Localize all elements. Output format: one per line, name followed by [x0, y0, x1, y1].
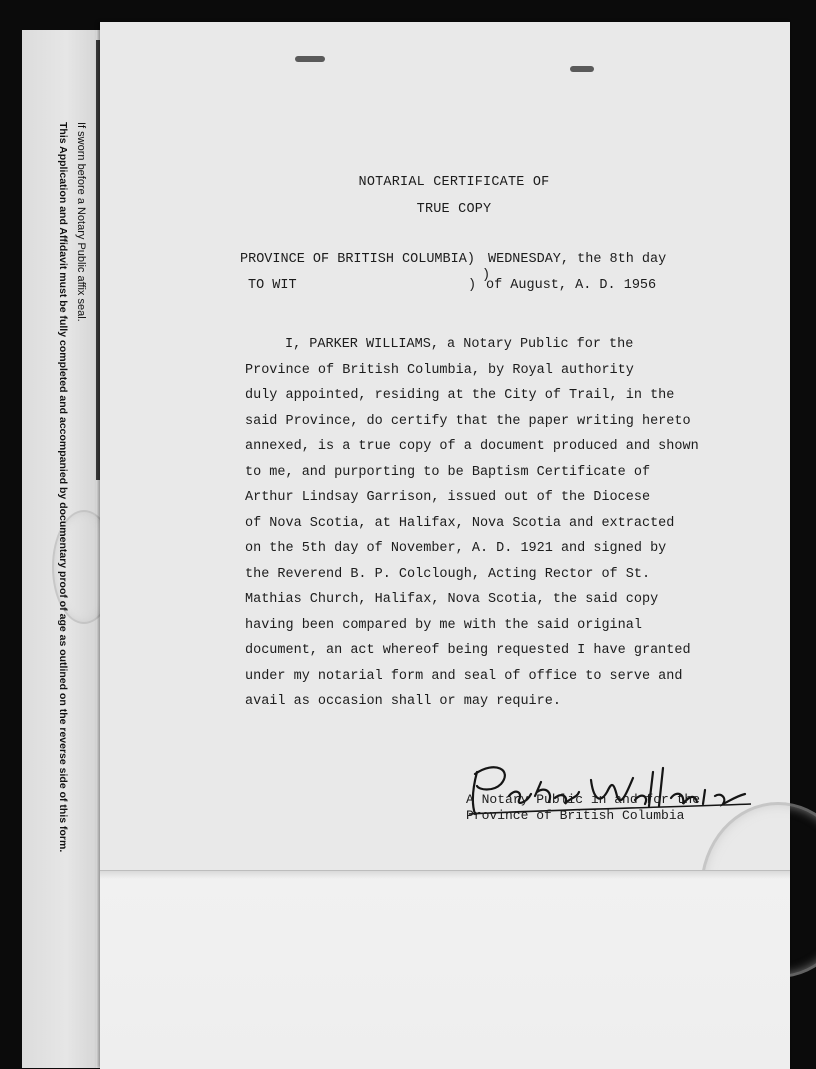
staple-mark: [295, 56, 325, 62]
body-line: document, an act whereof being requested I have granted: [245, 643, 691, 658]
date-line-2: of August, A. D. 1956: [486, 278, 657, 293]
application-instruction: This Application and Affidavit must be fully completed and accompanied by documentary proof of age as outlined on the reverse side of this form.: [57, 122, 69, 853]
bracket-low: ): [468, 278, 477, 293]
bracket-mid: ): [482, 268, 491, 283]
body-line: said Province, do certify that the paper writing hereto: [245, 413, 691, 429]
to-wit-label: TO WIT: [248, 278, 297, 293]
body-line: having been compared by me with the said original: [245, 617, 642, 633]
body-line: avail as occasion shall or may require.: [245, 694, 561, 709]
body-line: the Reverend B. P. Colclough, Acting Rector of St.: [245, 566, 651, 582]
province-label: PROVINCE OF BRITISH COLUMBIA): [240, 252, 475, 267]
signature-caption-1: A Notary Public in and for the: [466, 792, 701, 807]
certificate-subtitle: TRUE COPY: [416, 202, 492, 217]
body-line: duly appointed, residing at the City of Trail, in the: [245, 388, 675, 403]
body-line: annexed, is a true copy of a document produced and shown: [245, 439, 699, 454]
body-line: under my notarial form and seal of office to serve and: [245, 668, 683, 684]
body-line: on the 5th day of November, A. D. 1921 and signed by: [245, 541, 667, 556]
date-line-1: WEDNESDAY, the 8th day: [488, 252, 667, 267]
body-line: Mathias Church, Halifax, Nova Scotia, the said copy: [245, 592, 659, 607]
seal-instruction: If sworn before a Notary Public affix seal.: [75, 122, 87, 322]
body-line: Arthur Lindsay Garrison, issued out of the Diocese: [245, 490, 651, 505]
certificate-sheet: [100, 22, 790, 1068]
folded-lower-panel: [100, 870, 790, 1069]
body-line: to me, and purporting to be Baptism Certificate of: [245, 464, 651, 480]
signature-caption-2: Province of British Columbia: [466, 808, 685, 823]
body-line: I, PARKER WILLIAMS, a Notary Public for the: [285, 337, 634, 352]
staple-mark: [570, 66, 594, 72]
body-line: Province of British Columbia, by Royal authority: [245, 362, 634, 378]
form-side-notes: [54, 122, 90, 852]
body-line: of Nova Scotia, at Halifax, Nova Scotia and extracted: [245, 515, 675, 531]
certificate-body: [245, 332, 765, 715]
certificate-title: NOTARIAL CERTIFICATE OF: [358, 175, 550, 190]
